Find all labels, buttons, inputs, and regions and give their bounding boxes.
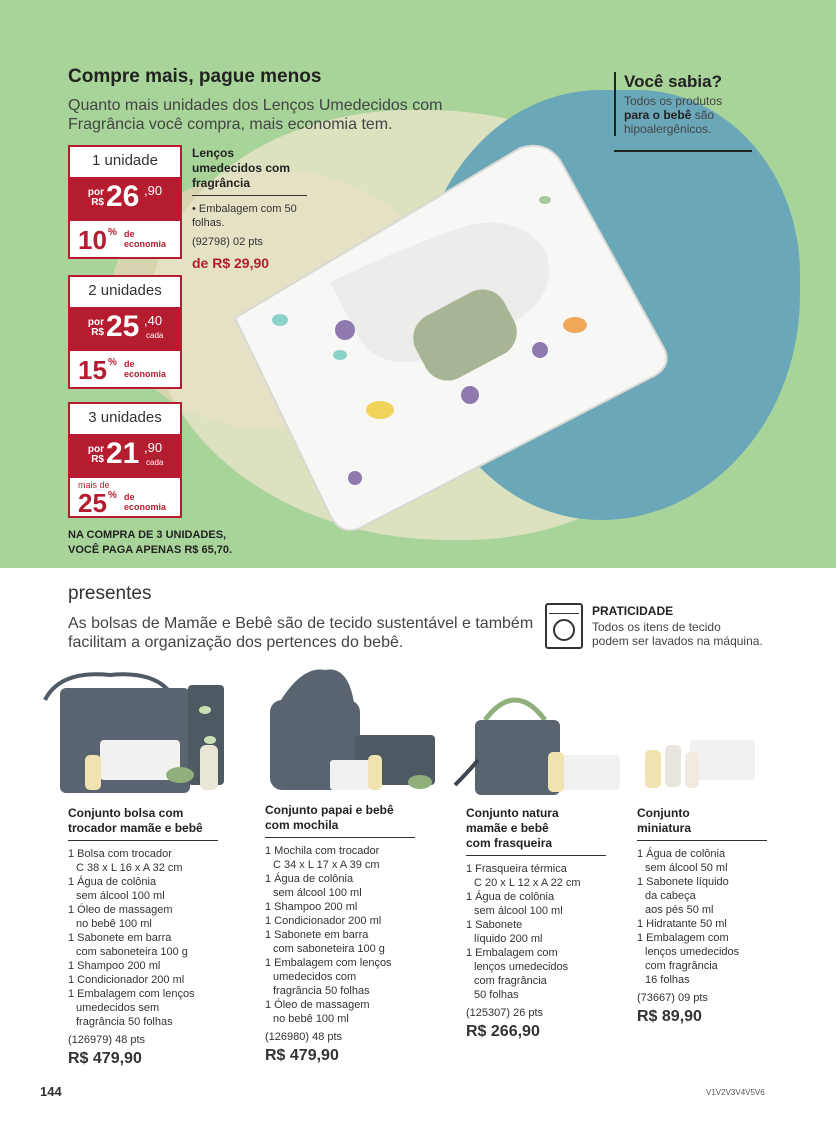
kit-natura-frasqueira <box>466 806 606 1041</box>
promo-section <box>0 0 836 568</box>
practicality-desc: Todos os itens de tecido podem ser lavados na máquina. <box>592 620 763 648</box>
tier-label: 2 unidades <box>88 282 162 299</box>
kit-item: 1 Água de colônia <box>68 876 157 888</box>
kit-item: C 38 x L 16 x A 32 cm <box>76 862 183 874</box>
kit-item: 1 Sabonete líquido <box>637 876 729 888</box>
tier-economy: 15 % de economia <box>70 351 180 387</box>
tier-price: por R$ 21 ,90 cada <box>70 434 180 478</box>
kit-item: 50 folhas <box>474 989 519 1001</box>
kit-item: fragrância 50 folhas <box>273 985 370 997</box>
price-cents: ,90 <box>144 183 163 198</box>
kit-code: (126979) 48 pts <box>68 1034 146 1046</box>
tier-economy: 10 % de economia <box>70 221 180 257</box>
price-tier-3 <box>68 402 182 518</box>
kit-item: 1 Frasqueira térmica <box>466 863 567 875</box>
kit-code: (125307) 26 pts <box>466 1007 544 1019</box>
kit-item: C 34 x L 17 x A 39 cm <box>273 859 380 871</box>
washing-machine-icon <box>545 603 583 649</box>
kit-item: 1 Água de colônia <box>637 848 726 860</box>
kit-item: umedecidos sem <box>76 1002 160 1014</box>
tier-price: por R$ 25 ,40 cada <box>70 307 180 351</box>
kit-bag-mamae-bebe <box>68 806 218 1068</box>
price-cents: ,40 <box>144 313 163 328</box>
divider <box>68 840 218 841</box>
kit-item: 1 Sabonete em barra <box>68 932 172 944</box>
price-tier-1 <box>68 145 182 259</box>
kit-item: 1 Sabonete em barra <box>265 929 369 941</box>
did-you-know-box <box>614 72 754 136</box>
kit-miniatura <box>637 806 767 1026</box>
kit-items <box>466 862 606 1002</box>
product-desc: • Embalagem com 50 folhas. <box>192 203 297 229</box>
price-int: 26 <box>106 180 140 213</box>
kit-name: Conjunto natura mamãe e bebê com frasqueira <box>466 806 559 850</box>
kit-item: 1 Embalagem com <box>637 932 729 944</box>
cooler-bag-image <box>455 700 620 795</box>
kit-name: Conjunto bolsa com trocador mamãe e bebê <box>68 806 203 835</box>
kit-item: fragrância 50 folhas <box>76 1016 173 1028</box>
kit-item: 16 folhas <box>645 974 690 986</box>
tier-economy: mais de 25 % de economia <box>70 478 180 516</box>
kit-price: R$ 266,90 <box>466 1023 540 1040</box>
kit-item: sem álcool 100 ml <box>474 905 563 917</box>
kit-item: da cabeça <box>645 890 696 902</box>
kit-item: 1 Sabonete <box>466 919 523 931</box>
kit-item: 1 Embalagem com <box>466 947 558 959</box>
kit-item: 1 Embalagem com lenços <box>68 988 195 1000</box>
kit-item: com saboneteira 100 g <box>76 946 188 958</box>
product-name: Lenços umedecidos com fragrância <box>192 146 291 190</box>
kit-item: no bebê 100 ml <box>76 918 152 930</box>
kit-item: com fragrância <box>645 960 718 972</box>
kit-item: lenços umedecidos <box>645 946 740 958</box>
divider <box>614 150 752 152</box>
kit-price: R$ 479,90 <box>265 1047 339 1064</box>
kit-price: R$ 89,90 <box>637 1008 702 1025</box>
kit-item: 1 Óleo de massagem <box>68 904 173 916</box>
kit-item: 1 Embalagem com lenços <box>265 957 392 969</box>
version-code: V1V2V3V4V5V6 <box>706 1088 765 1097</box>
kit-items <box>68 847 218 1029</box>
kit-item: com saboneteira 100 g <box>273 943 385 955</box>
bag-with-changer-image <box>45 674 224 793</box>
kit-price: R$ 479,90 <box>68 1050 142 1067</box>
kit-images <box>0 660 836 800</box>
kit-item: 1 Óleo de massagem <box>265 999 370 1011</box>
divider <box>637 840 767 841</box>
kit-item: 1 Água de colônia <box>466 891 555 903</box>
kit-item: 1 Condicionador 200 ml <box>265 915 382 927</box>
kit-item: 1 Bolsa com trocador <box>68 848 172 860</box>
kit-item: líquido 200 ml <box>474 933 543 945</box>
kit-item: C 20 x L 12 x A 22 cm <box>474 877 581 889</box>
section-subtitle: As bolsas de Mamãe e Bebê são de tecido sustentável e também facilitam a organização dos pertences do bebê. <box>68 615 534 651</box>
kit-code: (126980) 48 pts <box>265 1031 343 1043</box>
did-you-know-title: Você sabia? <box>624 72 722 91</box>
kit-item: aos pés 50 ml <box>645 904 714 916</box>
divider <box>192 195 307 196</box>
kit-name: Conjunto miniatura <box>637 806 692 835</box>
kit-item: no bebê 100 ml <box>273 1013 349 1025</box>
price-cents: ,90 <box>144 440 163 455</box>
kit-items <box>265 844 415 1026</box>
divider <box>265 837 415 838</box>
price-int: 25 <box>106 310 140 343</box>
miniature-kit-image <box>645 740 755 788</box>
kit-item: umedecidos com <box>273 971 357 983</box>
product-price: de R$ 29,90 <box>192 255 270 271</box>
kit-name: Conjunto papai e bebê com mochila <box>265 803 394 832</box>
price-tier-2 <box>68 275 182 389</box>
tier-price: por R$ 26 ,90 <box>70 177 180 221</box>
kit-item: 1 Condicionador 200 ml <box>68 974 185 986</box>
promo-note: NA COMPRA DE 3 UNIDADES, VOCÊ PAGA APENAS R$ 65,70. <box>68 529 233 556</box>
practicality-title: PRATICIDADE <box>592 604 674 618</box>
kit-item: 1 Água de colônia <box>265 873 354 885</box>
promo-title: Compre mais, pague menos <box>68 66 322 87</box>
kit-item: 1 Hidratante 50 ml <box>637 918 727 930</box>
tier-label: 3 unidades <box>88 409 162 426</box>
kit-papai-bebe-mochila <box>265 803 415 1065</box>
promo-subtitle: Quanto mais unidades dos Lenços Umedecidos com Fragrância você compra, mais economia tem. <box>68 97 443 133</box>
did-you-know-text: Todos os produtos para o bebê são hipoalergênicos. <box>624 94 723 136</box>
kit-item: sem álcool 100 ml <box>273 887 362 899</box>
kit-item: 1 Shampoo 200 ml <box>265 901 358 913</box>
kit-item: com fragrância <box>474 975 547 987</box>
tier-label: 1 unidade <box>92 152 158 169</box>
kit-item: lenços umedecidos <box>474 961 569 973</box>
section-title: presentes <box>68 583 152 604</box>
product-code: (92798) 02 pts <box>192 236 263 248</box>
kit-item: sem álcool 50 ml <box>645 862 728 874</box>
divider <box>466 855 606 856</box>
kit-code: (73667) 09 pts <box>637 992 708 1004</box>
kit-item: sem álcool 100 ml <box>76 890 165 902</box>
kit-item: 1 Shampoo 200 ml <box>68 960 161 972</box>
page-number: 144 <box>40 1084 62 1099</box>
price-int: 21 <box>106 437 140 470</box>
kit-item: 1 Mochila com trocador <box>265 845 380 857</box>
kit-items <box>637 847 767 987</box>
backpack-image <box>270 670 435 791</box>
